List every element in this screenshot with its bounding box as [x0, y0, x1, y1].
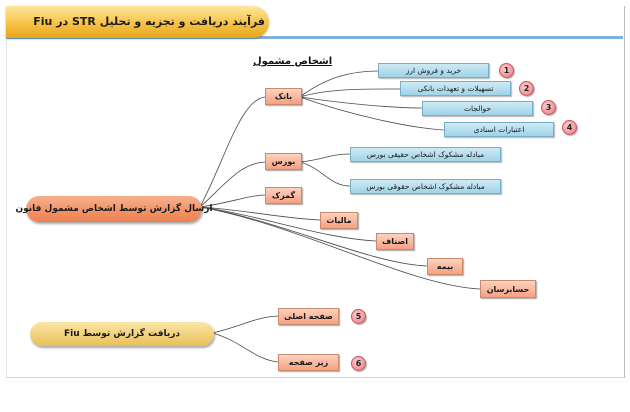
bank-item-currency-trade: خرید و فروش ارز: [378, 63, 489, 78]
root-send-reports: ارسال گزارش توسط اشخاص مشمول قانون: [26, 196, 202, 222]
page-title: فرآیند دریافت و تجزیه و تحلیل STR در Fiu: [33, 15, 265, 28]
badge-3: 3: [541, 100, 556, 115]
bank-item-documentary-credits: اعتبارات اسنادی: [444, 122, 554, 137]
link-bank-item3: [300, 97, 422, 108]
link-send-bank: [200, 97, 265, 207]
link-receive-main: [212, 316, 278, 333]
receive-item-sub-page: زیر صفحه: [278, 354, 339, 371]
bourse-item-natural-persons: مبادله مشکوک اشخاص حقیقی بورس: [350, 147, 501, 162]
bank-item-facilities: تسهیلات و تعهدات بانکی: [400, 81, 511, 96]
entity-auditor: حسابرسان: [480, 280, 536, 298]
entity-insurance: بیمه: [427, 258, 463, 275]
entity-guild: اصناف: [376, 233, 414, 250]
badge-5: 5: [351, 309, 366, 324]
badge-1: 1: [499, 63, 514, 78]
bank-item-remittances: حوالجات: [422, 101, 533, 116]
link-bourse-item2: [300, 162, 350, 186]
entity-bourse: بورس: [265, 153, 302, 170]
link-bank-item2: [300, 89, 400, 97]
link-bourse-item1: [300, 154, 350, 162]
entity-tax: مالیات: [320, 212, 358, 229]
entity-bank: بانک: [265, 88, 302, 105]
bourse-item-legal-persons: مبادله مشکوک اشخاص حقوقی بورس: [350, 179, 501, 194]
badge-6: 6: [351, 356, 366, 371]
link-send-bourse: [200, 162, 265, 207]
root-receive-reports: دریافت گزارش توسط Fiu: [30, 322, 214, 346]
badge-2: 2: [519, 81, 534, 96]
entity-customs: گمرک: [265, 187, 302, 204]
link-bank-item1: [300, 71, 378, 97]
section-label-entities: اشخاص مشمول: [253, 56, 333, 67]
badge-4: 4: [562, 120, 577, 135]
link-receive-sub: [212, 333, 278, 362]
link-send-tax: [200, 207, 320, 220]
receive-item-main-page: صفحه اصلی: [278, 308, 339, 325]
